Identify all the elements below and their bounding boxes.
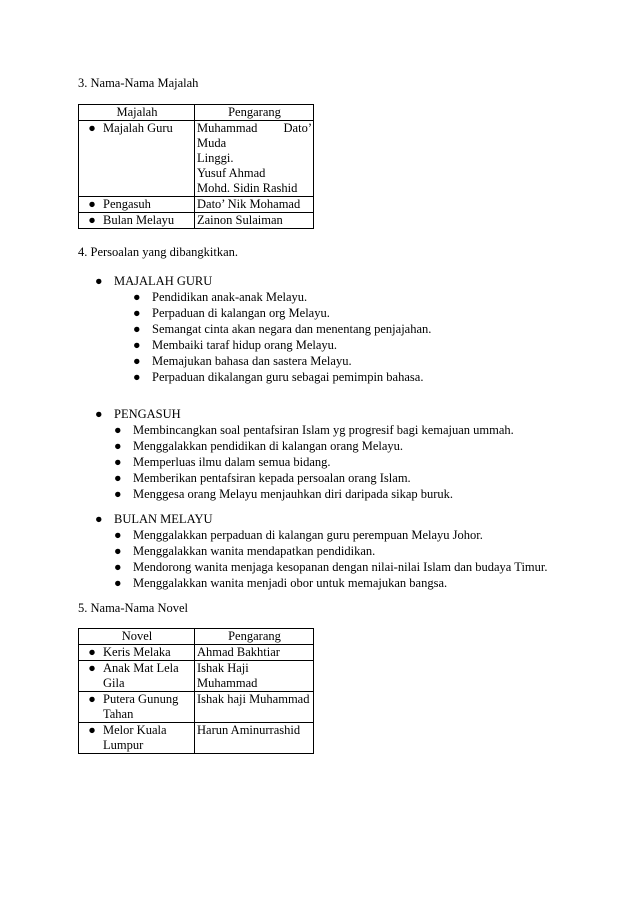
section-heading: 3. Nama-Nama Majalah [78,76,199,90]
table-row [79,692,314,723]
group-title [95,274,213,289]
list-item-text: Memperluas ilmu dalam semua bidang. [133,455,331,469]
table-row [79,645,314,661]
table-row [79,121,314,197]
bullet-icon: ● [88,645,96,659]
magazine-table [78,104,314,229]
column-header: Novel [79,629,195,645]
list-item-text: Menggalakkan pendidikan di kalangan orang Melayu. [133,439,404,453]
bullet-icon: ● [114,560,122,574]
table-header-row [79,105,314,121]
bullet-icon: ● [133,306,141,320]
list-item [114,486,514,502]
bullet-icon: ● [88,661,96,675]
list-item [133,369,431,385]
bullet-icon: ● [114,455,122,469]
bullet-icon: ● [88,723,96,737]
column-header: Pengarang [195,629,314,645]
list-item-text: Semangat cinta akan negara dan menentang penjajahan. [152,322,432,336]
list-item [114,543,548,559]
bullet-icon: ● [133,338,141,352]
table-row [79,213,314,229]
table-row [79,661,314,692]
bullet-icon: ● [88,121,96,135]
list-item-text: Memberikan pentafsiran kepada persoalan orang Islam. [133,471,411,485]
list-item [133,353,431,369]
group-title [95,407,181,422]
section-heading: 4. Persoalan yang dibangkitkan. [78,245,239,259]
novel-name: Melor Kuala Lumpur [103,723,167,752]
author-line: Harun Aminurrashid [195,723,314,754]
magazine-name: Majalah Guru [103,121,173,135]
list-item-text: Menggalakkan perpaduan di kalangan guru perempuan Melayu Johor. [133,528,483,542]
bullet-icon: ● [133,290,141,304]
list-item-text: Perpaduan di kalangan org Melayu. [152,306,330,320]
author-line: Linggi. [197,151,234,165]
bullet-icon: ● [114,544,122,558]
issue-list [114,422,514,502]
author-line: Ishak Haji Muhammad [195,661,314,692]
novel-name: Anak Mat Lela Gila [103,661,179,690]
list-item [133,305,431,321]
list-item-text: Mendorong wanita menjaga kesopanan dengan nilai-nilai Islam dan budaya Timur. [133,560,548,574]
list-item [114,527,548,543]
bullet-icon: ● [114,471,122,485]
column-header: Pengarang [195,105,314,121]
bullet-icon: ● [95,407,103,421]
novel-name: Putera Gunung Tahan [103,692,179,721]
bullet-icon: ● [95,274,103,288]
table-header-row [79,629,314,645]
section-heading: 5. Nama-Nama Novel [78,601,189,615]
bullet-icon: ● [114,528,122,542]
bullet-icon: ● [114,576,122,590]
list-item [114,559,548,575]
magazine-name: Pengasuh [103,197,151,211]
bullet-icon: ● [95,512,103,526]
table-row [79,723,314,754]
author-line-wrap: Muda [197,136,227,150]
list-item-text: Menggesa orang Melayu menjauhkan diri daripada sikap buruk. [133,487,454,501]
list-item [133,289,431,305]
bullet-icon: ● [88,213,96,227]
table-row [79,197,314,213]
author-line: Ahmad Bakhtiar [195,645,314,661]
list-item-text: Perpaduan dikalangan guru sebagai pemimpin bahasa. [152,370,424,384]
list-item-text: Membincangkan soal pentafsiran Islam yg progresif bagi kemajuan ummah. [133,423,514,437]
list-item [114,470,514,486]
author-line: Muhammad Dato’ [197,121,312,135]
magazine-name: Bulan Melayu [103,213,175,227]
column-header: Majalah [79,105,195,121]
bullet-icon: ● [114,487,122,501]
bullet-icon: ● [114,423,122,437]
bullet-icon: ● [133,322,141,336]
group-title-text: BULAN MELAYU [114,512,213,526]
list-item-text: Menggalakkan wanita menjadi obor untuk memajukan bangsa. [133,576,448,590]
list-item [114,575,548,591]
bullet-icon: ● [114,439,122,453]
author-line: Zainon Sulaiman [195,213,314,229]
author-line: Ishak haji Muhammad [195,692,314,723]
group-title [95,512,213,527]
author-line: Dato’ Nik Mohamad [195,197,314,213]
list-item [114,422,514,438]
bullet-icon: ● [133,354,141,368]
author-line: Yusuf Ahmad [197,166,266,180]
issue-list [133,289,432,385]
novel-table [78,628,314,754]
author-line: Mohd. Sidin Rashid [197,181,298,195]
list-item-text: Pendidikan anak-anak Melayu. [152,290,308,304]
group-title-text: MAJALAH GURU [114,274,213,288]
issue-list [114,527,548,591]
bullet-icon: ● [133,370,141,384]
list-item [114,438,514,454]
bullet-icon: ● [88,692,96,706]
group-title-text: PENGASUH [114,407,181,421]
list-item [133,321,432,337]
list-item [114,454,514,470]
list-item [133,337,431,353]
bullet-icon: ● [88,197,96,211]
list-item-text: Membaiki taraf hidup orang Melayu. [152,338,338,352]
novel-name: Keris Melaka [103,645,171,659]
list-item-text: Memajukan bahasa dan sastera Melayu. [152,354,352,368]
list-item-text: Menggalakkan wanita mendapatkan pendidikan. [133,544,376,558]
